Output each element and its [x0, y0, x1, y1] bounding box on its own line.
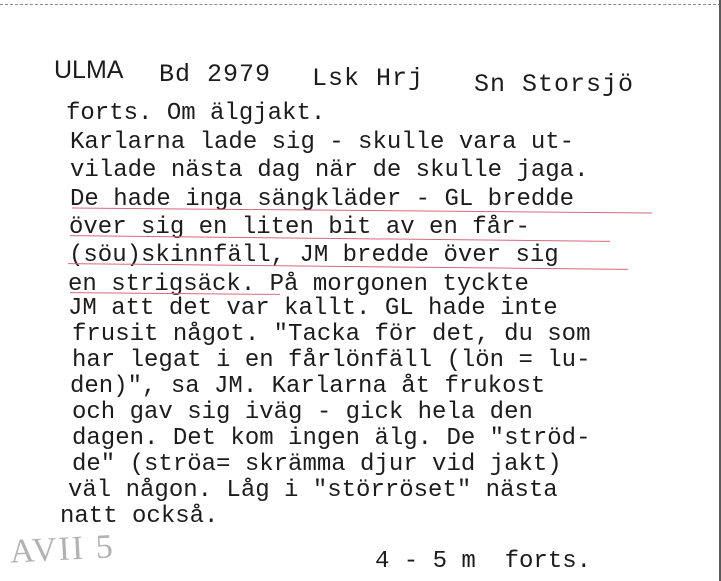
- text-line: De hade inga sängkläder - GL bredde: [70, 186, 575, 214]
- text-line: frusit något. "Tacka för det, du som: [72, 320, 591, 348]
- text-line: JM att det var kallt. GL hade inte: [68, 294, 558, 322]
- text-line: den)", sa JM. Karlarna åt frukost: [70, 372, 546, 400]
- text-line: vilade nästa dag när de skulle jaga.: [70, 157, 589, 185]
- top-dashed-rule: [0, 4, 721, 5]
- text-line: Karlarna lade sig - skulle vara ut-: [70, 129, 575, 157]
- text-line: de" (ströa= skrämma djur vid jakt): [72, 451, 562, 479]
- footer-continuation: 4 - 5 m forts.: [375, 548, 592, 575]
- parish-name: Sn Storsjö: [474, 70, 635, 99]
- text-line: natt också.: [60, 503, 219, 531]
- typed-body-text: [60, 100, 706, 534]
- text-line: en strigsäck. På morgonen tyckte: [68, 270, 529, 298]
- text-line: forts. Om älgjakt.: [66, 100, 326, 127]
- text-line: har legat i en fårlönfäll (lön = lu-: [72, 346, 591, 374]
- place-code: Lsk Hrj: [312, 64, 425, 93]
- text-line: (söu)skinnfäll, JM bredde över sig: [69, 242, 559, 270]
- text-line: väl någon. Låg i "störröset" nästa: [68, 477, 558, 505]
- pencil-margin-note: AVII 5: [8, 528, 116, 571]
- text-line: över sig en liten bit av en får-: [69, 214, 530, 242]
- text-line: dagen. Det kom ingen älg. De "ströd-: [72, 425, 591, 453]
- archive-code: ULMA: [54, 56, 124, 84]
- card-header: [54, 52, 694, 102]
- record-reference: Bd 2979: [159, 60, 272, 89]
- text-line: och gav sig iväg - gick hela den: [72, 399, 533, 427]
